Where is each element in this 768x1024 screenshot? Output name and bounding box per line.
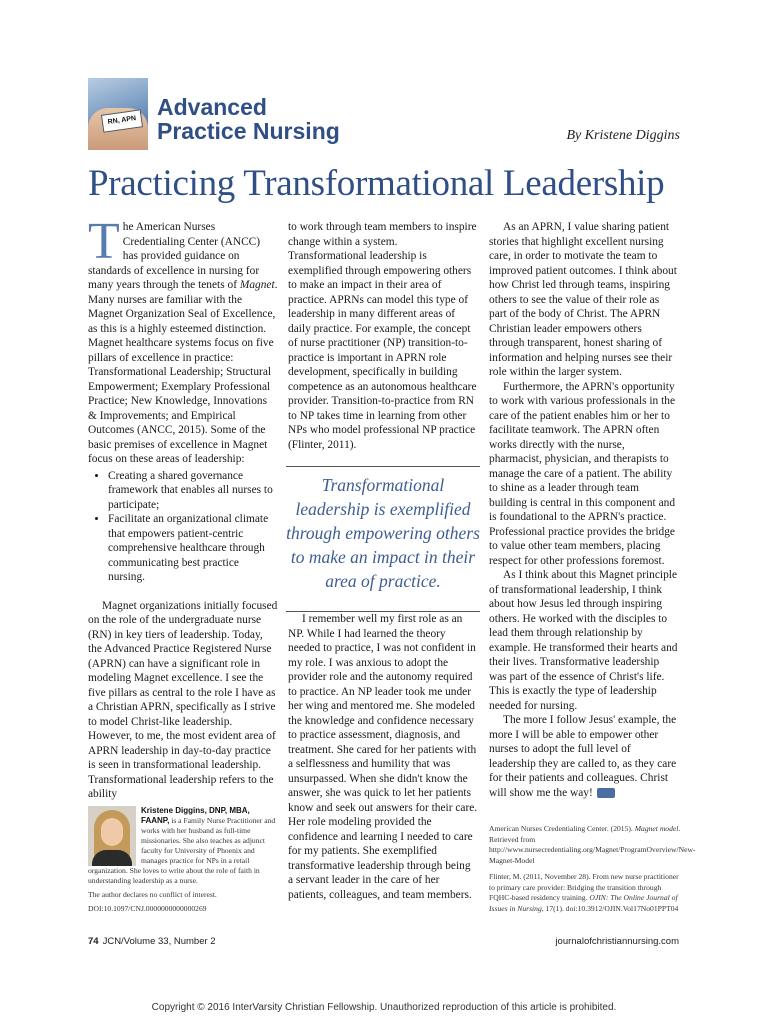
copyright-notice: Copyright © 2016 InterVarsity Christian Fellowship. Unauthorized reproduction of this article is prohibited. (151, 1002, 617, 1013)
closing-text: The more I follow Jesus' example, the more I will be able to empower other nurses to adopt the full level of leadership they are called to, as they care for their patients and colleagues. Christ will show me the way! (489, 714, 677, 799)
department-line1: Advanced (157, 94, 267, 120)
bullet-item: • Facilitate an organizational climate that empowers patient-centric comprehensive healthcare through communicating best practice nursing. (108, 512, 278, 585)
column-2 (288, 220, 478, 452)
end-mark-icon (597, 788, 615, 798)
ref-title: Magnet model (634, 824, 679, 833)
byline: By Kristene Diggins (566, 128, 680, 143)
reference-item (489, 872, 681, 914)
author-bio (88, 806, 278, 914)
conflict-statement: The author declares no conflict of interest. (88, 890, 217, 899)
body-paragraph: Magnet organizations initially focused on the role of the undergraduate nurse (RN) in key tiers of leadership. Today, the Advanced Practice Registered Nurse (APRN) can have a significant role in modeling Magnet excellence. I see the five pillars as central to the role I have as a Christian APRN, specifically as I strive to model Christ-like leadership. However, to me, the most evident area of APRN leadership in day-to-day practice is seen in transformational leadership. Transformational leadership refers to the ability (88, 599, 278, 800)
body-paragraph: Furthermore, the APRN's opportunity to work with various professionals in the care of the patient enables him or her to facilitate teamwork. The APRN often works directly with the nurse, pharmacist, physician, and therapists to manage the care of a patient. The ability to shine as a leader through team building is central in this component and is foundational to the APRN's practice. Professional practice provides the bridge to value other team members, placing respect for other professions foremost. (489, 380, 676, 567)
journal-issue: JCN/Volume 33, Number 2 (102, 936, 216, 947)
badge-card: RN, APN (101, 109, 143, 132)
ref-text-cont: . Retrieved from http://www.nursecredentialing.org/Magnet/ProgramOverview/New-Magnet-Model (489, 824, 696, 865)
ref-title: OJIN: The Online Journal of Issues in Nursing (489, 893, 678, 913)
department-line2: Practice Nursing (157, 118, 340, 144)
body-paragraph: As an APRN, I value sharing patient stories that highlight excellent nursing care, in order to motivate the team to improved patient outcomes. I think about how Christ led through teams, inspiring others to see the value of their role as part of the body of Christ. The APRN Christian leader empowers others through transparent, honest sharing of information and helping nurses see their role within the larger system. (489, 221, 677, 378)
ref-text: Flinter, M. (2011, November 28). From new nurse practitioner to primary care provider: Bridging the transition through FQHC-based residency training. (489, 872, 679, 902)
nurse-badge-image (88, 78, 148, 150)
column-2-lower (288, 612, 478, 902)
ref-text-cont: , 17(1). doi:10.3912/OJIN.Vol17No01PPT04 (541, 903, 679, 913)
doi: DOI:10.1097/CNJ.0000000000000269 (88, 904, 207, 913)
department-heading (157, 95, 340, 143)
author-name: Kristene Diggins, DNP, MBA, FAANP, (141, 806, 250, 825)
body-paragraph: to work through team members to inspire change within a system. Transformational leadership is exemplified through empowering others to make an impact in their area of practice. APRNs can model this type of leadership in many different areas of daily practice. For example, the concept of nurse practitioner (NP) transition-to-practice is important in APRN role development, specifically in building competence as an autonomous healthcare provider. Transition-to-practice from RN to NP takes time in learning from other NPs who model professional NP practice (Flinter, 2011). (288, 221, 477, 451)
photo-spacer (88, 806, 141, 866)
column-3 (489, 220, 679, 800)
footer-left (88, 936, 216, 947)
ref-text: American Nurses Credentialing Center. (2015). (489, 824, 635, 833)
intro-paragraph (88, 213, 278, 467)
body-paragraph (489, 713, 679, 800)
bio-text: is a Family Nurse Practitioner and works with her husband as full-time missionaries. She also teaches as adjunct faculty for University of Phoenix and manages practice for NPs in a retail organization. She loves to write about the role of faith in understanding leadership as a nurse. (88, 816, 276, 885)
pull-quote: Transformational leadership is exemplified through empowering others to make an impact in their area of practice. (286, 466, 480, 612)
intro-emphasis: Magnet (239, 279, 275, 291)
reference-item (489, 824, 696, 866)
journal-website: journalofchristiannursing.com (555, 936, 679, 947)
page-number: 74 (88, 936, 99, 947)
intro-text: he American Nurses Credentialing Center (ANCC) has provided guidance on standards of excellence in nursing for many years through the tenets of (88, 221, 261, 291)
body-paragraph: As I think about this Magnet principle of transformational leadership, I think about how Jesus led through inspiring others. He worked with the disciples to lead them through relationship by example. He transformed their hearts and their lives. Transformative leadership was part of the essence of Christ's life. This is exactly the type of leadership needed for nursing. (489, 569, 678, 712)
drop-cap: T (88, 213, 120, 270)
body-paragraph: I remember well my first role as an NP. While I had learned the theory needed to practice, I was not confident in my role. I was anxious to adopt the provider role and the autonomy required to practice. An NP leader took me under her wing and mentored me. She modeled the knowledge and confidence necessary to practice assessment, diagnosis, and treatment. She cared for her patients with a selflessness and humility that was unsurpassed. When she didn't know the answer, she was quick to let her patients know and seek out answers for their care. Her role modeling provided the confidence and learning I needed to care for my patients. She exemplified transformative leadership through being a servant leader in the care of her patients, colleagues, and team members. (288, 613, 478, 901)
column-1 (88, 213, 278, 802)
leadership-bullets (88, 469, 278, 585)
article-title: Practicing Transformational Leadership (88, 163, 665, 204)
references (489, 824, 696, 920)
bullet-item: • Creating a shared governance framework that enables all nurses to participate; (108, 469, 278, 513)
intro-text-cont: . Many nurses are familiar with the Magnet Organization Seal of Excellence, as this is a highly esteemed distinction. Magnet healthcare systems focus on five pillars of excellence in practice: Transformational Leadership; Structural Empowerment; Exemplary Professional Practice; New Knowledge, Innovations & Improvements; and Empirical Outcomes (ANCC, 2015). Some of the basic premises of excellence in Magnet focus on these areas of leadership: (88, 279, 278, 465)
